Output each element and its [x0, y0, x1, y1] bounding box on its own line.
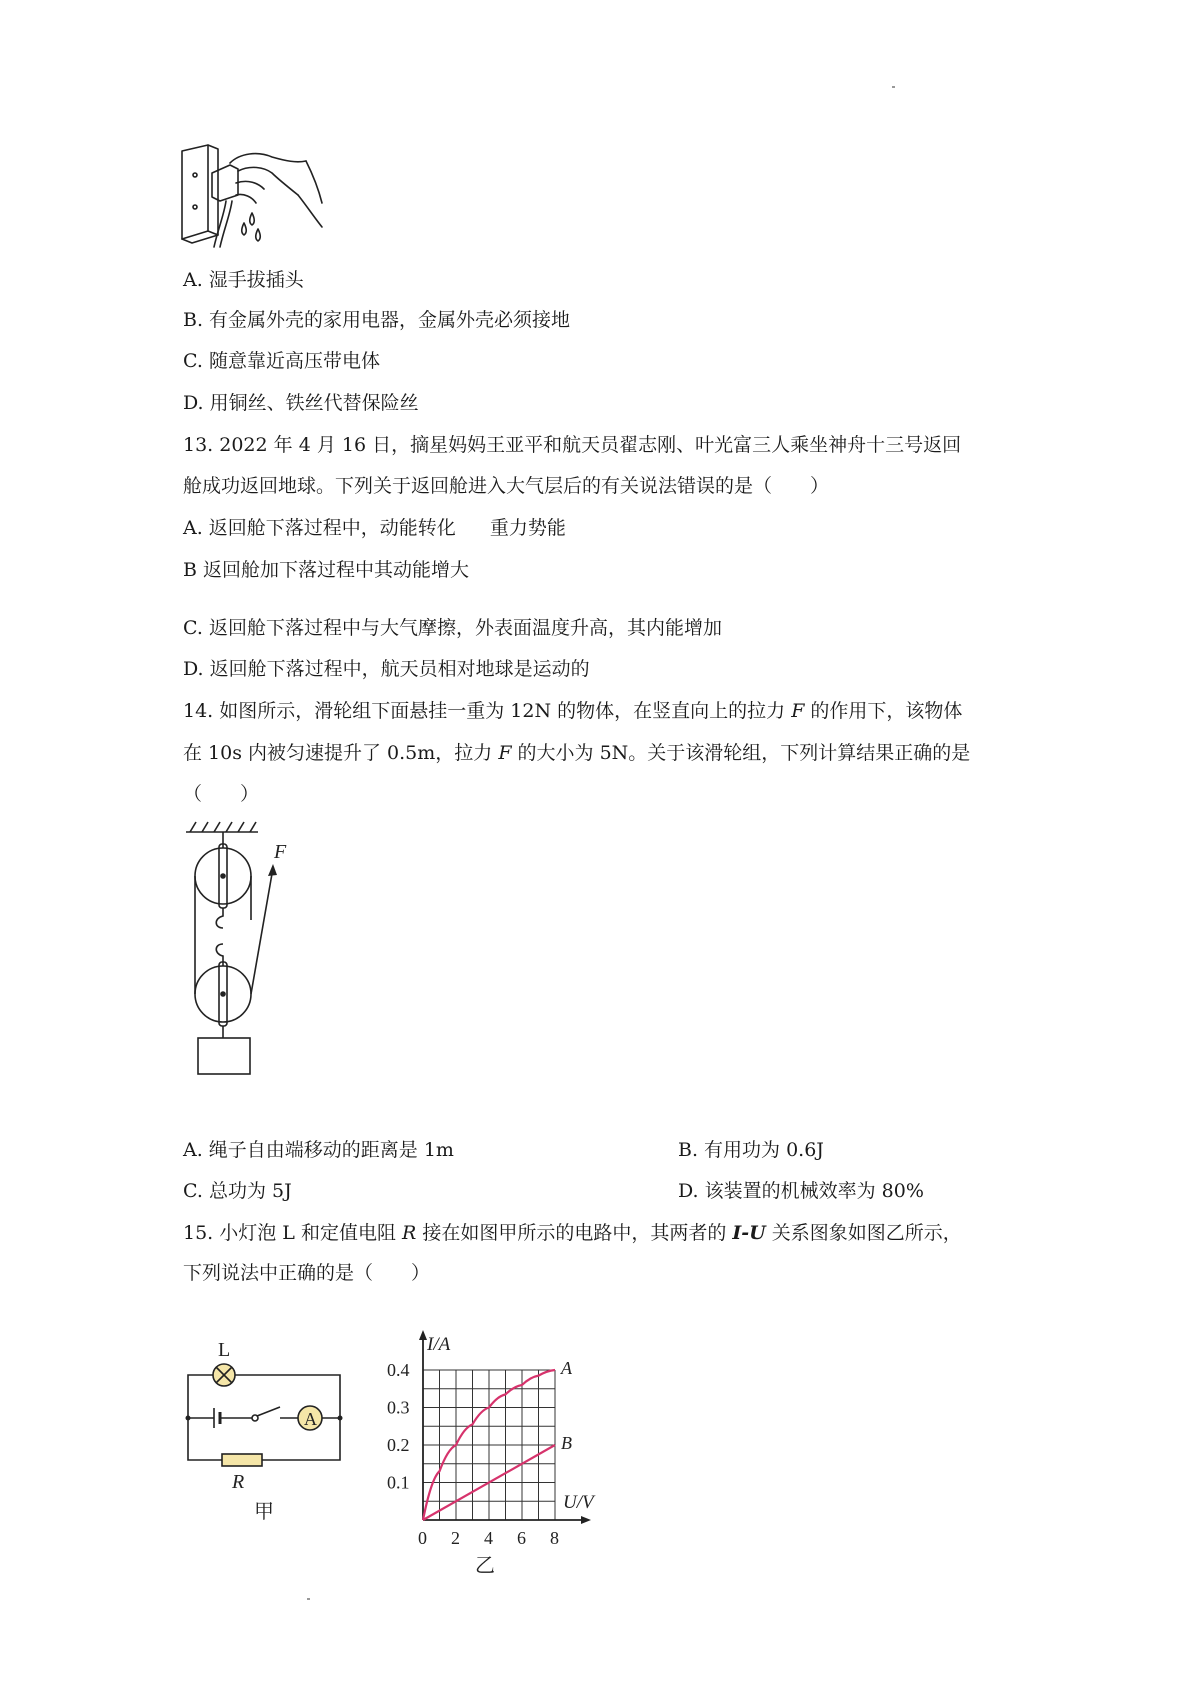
y-tick-label: 0.3 [387, 1397, 410, 1418]
x-tick-label: 6 [517, 1528, 526, 1548]
q14-text: 在 10s 内被匀速提升了 0.5m，拉力 [183, 742, 499, 764]
iu-chart [380, 1290, 610, 1577]
x-tick-label: 2 [451, 1528, 460, 1548]
q13-option-a-part2: 重力势能 [489, 517, 566, 539]
q15-text: 接在如图甲所示的电路中，其两者的 [416, 1222, 733, 1244]
q14-text: 14. 如图所示，滑轮组下面悬挂一重为 12N 的物体，在竖直向上的拉力 [183, 700, 792, 722]
x-tick-label: 8 [550, 1528, 559, 1548]
y-tick-label: 0.4 [387, 1360, 410, 1380]
x-tick-label: 0 [418, 1528, 427, 1548]
q13-option-a-part1: A. 返回舱下落过程中，动能转化 [183, 517, 456, 539]
q15-text: 关系图象如图乙所示， [765, 1222, 962, 1244]
q13-option-c: C. 返回舱下落过程中与大气摩擦，外表面温度升高，其内能增加 [183, 617, 722, 639]
circuit-caption: 甲 [254, 1501, 274, 1523]
y-axis-label: I/A [427, 1334, 451, 1355]
ammeter-label: A [304, 1409, 317, 1429]
y-tick-label: 0.1 [387, 1472, 410, 1493]
chart-caption: 乙 [475, 1555, 495, 1577]
q15-text: 15. 小灯泡 L 和定值电阻 [183, 1222, 402, 1244]
q12-option-c: C. 随意靠近高压带电体 [183, 350, 380, 372]
q13-stem-line-2: 舱成功返回地球。下列关于返回舱进入大气层后的有关说法错误的是（ ） [183, 475, 830, 497]
q14-stem-line-1 [183, 697, 962, 725]
q12-option-d: D. 用铜丝、铁丝代替保险丝 [183, 392, 419, 414]
q13-option-a [183, 514, 566, 542]
q13-option-d: D. 返回舱下落过程中，航天员相对地球是运动的 [183, 658, 590, 680]
q14-option-a: A. 绳子自由端移动的距离是 1m [183, 1139, 454, 1161]
q14-force-symbol: F [498, 742, 512, 764]
q14-text: 的大小为 5N。关于该滑轮组，下列计算结果正确的是 [511, 742, 971, 764]
q15-iu-symbol: I-U [732, 1222, 766, 1244]
q15-stem-line-1 [183, 1219, 962, 1247]
bottom-dot [307, 1598, 310, 1600]
circuit-diagram [180, 1330, 350, 1525]
y-axis-arrow [419, 1330, 427, 1340]
q14-option-c: C. 总功为 5J [183, 1180, 292, 1202]
q12-option-a: A. 湿手拔插头 [183, 269, 304, 291]
x-axis-arrow [581, 1516, 591, 1524]
q14-stem-line-2 [183, 739, 970, 767]
series-label-A: A [561, 1358, 572, 1378]
x-axis-label: U/V [563, 1492, 594, 1513]
x-tick-label: 4 [484, 1528, 493, 1548]
lamp-label: L [218, 1339, 231, 1361]
q14-option-b: B. 有用功为 0.6J [678, 1139, 824, 1161]
q14-option-d: D. 该装置的机械效率为 80% [678, 1180, 924, 1202]
resistor-label: R [232, 1471, 245, 1493]
q14-stem-line-3: （ ） [183, 783, 260, 805]
y-tick-label: 0.2 [387, 1435, 410, 1455]
q15-resistor-symbol: R [402, 1222, 417, 1244]
series-label-B: B [561, 1433, 572, 1453]
q14-text: 的作用下，该物体 [804, 700, 963, 722]
q15-stem-line-2: 下列说法中正确的是（ ） [183, 1262, 431, 1284]
q13-stem-line-1: 13. 2022 年 4 月 16 日，摘星妈妈王亚平和航天员翟志刚、叶光富三人乘坐神舟十三号返回 [183, 434, 962, 456]
pulley-system-figure [180, 820, 290, 1080]
q14-force-symbol: F [791, 700, 805, 722]
wet-hand-plug-illustration [178, 143, 328, 251]
q12-option-b: B. 有金属外壳的家用电器，金属外壳必须接地 [183, 309, 571, 331]
force-label: F [274, 841, 287, 863]
q13-option-b: B 返回舱加下落过程中其动能增大 [183, 559, 470, 581]
top-dot [892, 86, 895, 88]
